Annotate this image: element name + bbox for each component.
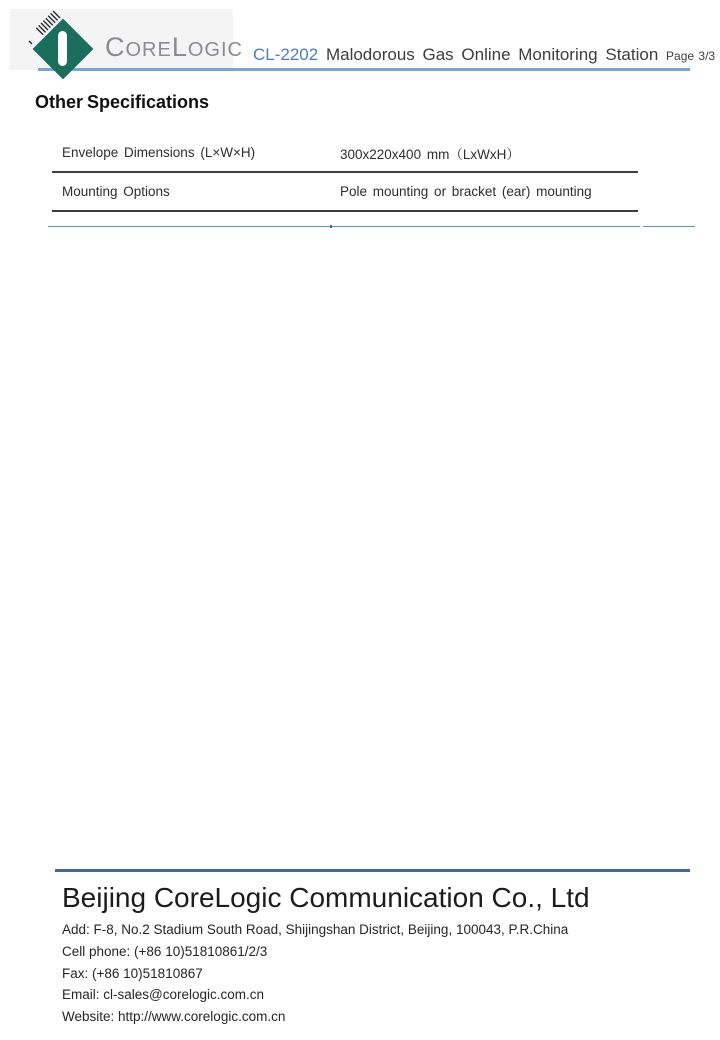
spec-label: Mounting Options	[62, 184, 170, 199]
table-bottom-rule	[48, 226, 695, 227]
corelogic-wordmark: CORELOGIC	[105, 32, 243, 62]
table-rule-tick	[330, 225, 332, 228]
spec-table	[52, 134, 638, 212]
footer-rule	[55, 869, 690, 872]
header-rule	[38, 68, 690, 71]
company-name: Beijing CoreLogic Communication Co., Ltd	[62, 882, 590, 913]
spec-label: Envelope Dimensions (L×W×H)	[62, 145, 256, 160]
product-title: Malodorous Gas Online Monitoring Station	[325, 45, 659, 64]
cell-phone-line: Cell phone: (+86 10)51810861/2/3	[62, 943, 268, 959]
table-rule-gap	[640, 226, 643, 227]
page-indicator: Page 3/3	[666, 49, 716, 63]
fax-line: Fax: (+86 10)51810867	[62, 965, 203, 981]
corelogic-diamond-logo-icon	[24, 8, 102, 88]
table-row	[52, 173, 638, 212]
footer-contact-block	[62, 919, 568, 1028]
model-number: CL-2202	[253, 45, 319, 64]
spec-value: Pole mounting or bracket (ear) mounting	[340, 184, 592, 199]
table-row	[52, 134, 638, 173]
address-line: Add: F-8, No.2 Stadium South Road, Shijingshan District, Beijing, 100043, P.R.China	[62, 922, 569, 937]
website-line: Website: http://www.corelogic.com.cn	[62, 1009, 286, 1025]
email-line: Email: cl-sales@corelogic.com.cn	[62, 987, 265, 1003]
section-heading: Other Specifications	[35, 92, 210, 112]
spec-value: 300x220x400 mm（LxWxH）	[340, 146, 520, 162]
corelogic-logo-block	[10, 9, 243, 70]
document-title	[253, 45, 715, 65]
